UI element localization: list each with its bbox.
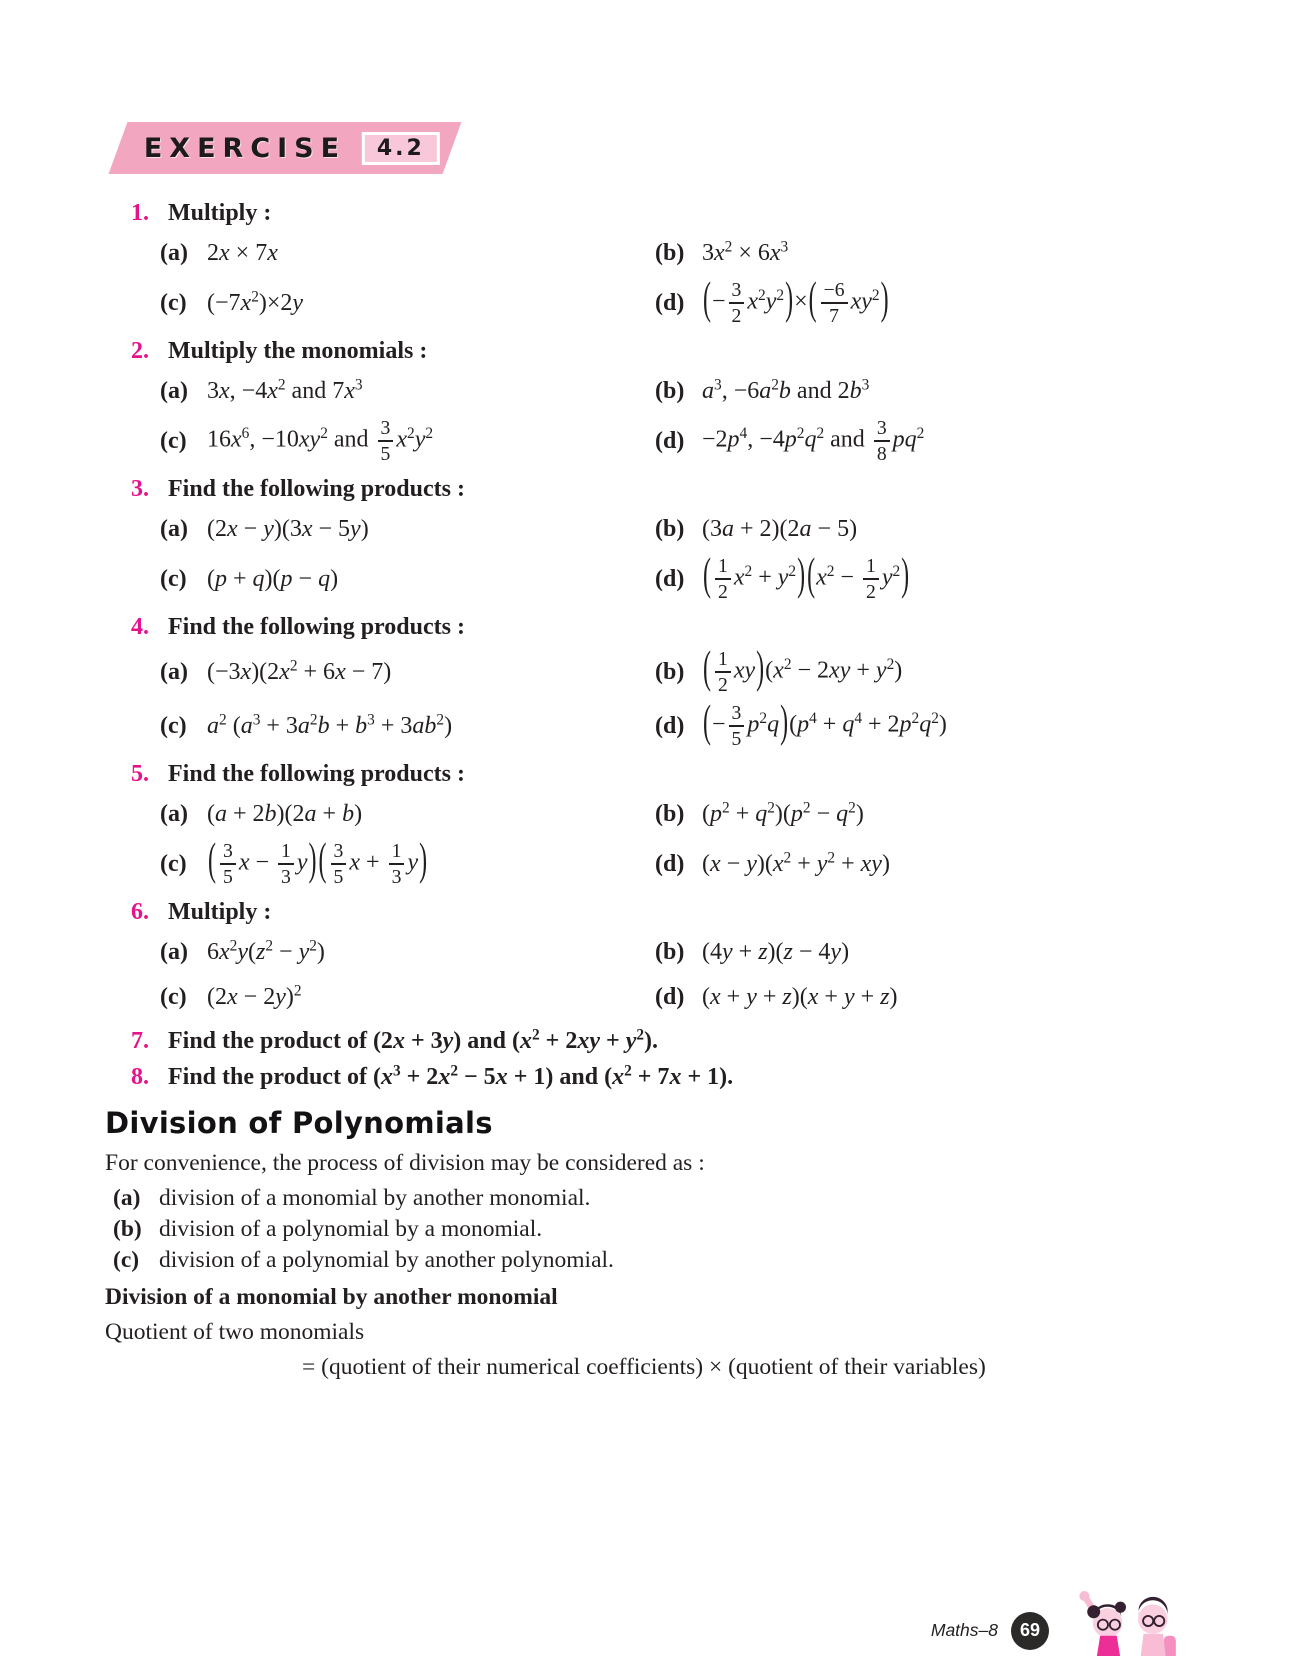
item-expression: (− $\frac{3}{2}$ $x^2y^2)\times$( $\frac{-6}{7}$ $xy^2$) xyxy=(703,274,889,328)
question xyxy=(105,614,1236,752)
item-expression: ( $\frac{1}{2}$ $x^2 + y^2)(x^2$ − $\frac{1}{2}$ $y^2$) xyxy=(703,550,910,604)
question-head xyxy=(131,1064,1236,1091)
question-title: Find the following products : xyxy=(168,614,465,641)
question-head xyxy=(131,761,1236,788)
section-intro-text: For convenience, the process of division may be considered as : xyxy=(105,1150,705,1177)
question-item xyxy=(160,370,655,413)
point-text: division of a monomial by another monomial. xyxy=(159,1185,591,1212)
item-letter: (b) xyxy=(655,939,685,966)
item-expression: $16x^6$, $-10xy^2$ and $\frac{3}{5}$ $x^2y^2$ xyxy=(207,417,434,466)
point-letter: (a) xyxy=(113,1185,141,1212)
quotient-line: Quotient of two monomials xyxy=(105,1319,365,1346)
question-item xyxy=(655,370,1236,413)
question xyxy=(105,761,1236,890)
question-items xyxy=(160,793,1236,890)
question-title: Multiply the monomials : xyxy=(168,338,428,365)
item-letter: (c) xyxy=(160,427,187,454)
item-expression: $(-7x^2)\times 2y$ xyxy=(207,288,304,316)
question-number: 8. xyxy=(131,1064,149,1091)
item-letter: (c) xyxy=(160,565,187,592)
question-item xyxy=(160,793,655,836)
item-expression: $-2p^4$, $-4p^2q^2$ and $\frac{3}{8}$ $pq^2$ xyxy=(702,417,925,466)
item-expression: (x + y + z)(x + y + z) xyxy=(702,984,898,1011)
item-letter: (c) xyxy=(160,289,187,316)
item-expression: (2x − y)(3x − 5y) xyxy=(207,516,369,543)
question-item xyxy=(160,976,655,1019)
item-letter: (d) xyxy=(655,850,685,877)
division-section xyxy=(0,1100,1296,1381)
item-letter: (b) xyxy=(655,801,685,828)
question-item xyxy=(160,931,655,974)
question-head xyxy=(131,338,1236,365)
item-expression: ( $\frac{3}{5}$ x − $\frac{1}{3}$ y)( $\frac{3}{5}$ x + $\frac{1}{3}$ y) xyxy=(208,835,428,889)
question-title: Find the product of (2x + 3y) and $(x^2 + 2xy + y^2)$. xyxy=(168,1026,659,1055)
item-letter: (a) xyxy=(160,516,188,543)
item-expression: $a^2$ $(a^3 + 3a^2b + b^3 + 3ab^2)$ xyxy=(207,711,453,739)
item-letter: (b) xyxy=(655,378,685,405)
question xyxy=(105,200,1236,329)
item-letter: (a) xyxy=(160,658,188,685)
question-head xyxy=(131,200,1236,227)
exercise-number-badge: 4.2 xyxy=(362,132,440,165)
page-number-badge: 69 xyxy=(1011,1612,1049,1650)
division-point xyxy=(113,1216,1236,1243)
question-number: 6. xyxy=(131,899,149,926)
question xyxy=(105,1064,1236,1091)
question-title: Find the following products : xyxy=(168,761,465,788)
item-letter: (d) xyxy=(655,289,685,316)
page-footer xyxy=(931,1579,1186,1656)
section-heading: Division of Polynomials xyxy=(105,1106,493,1141)
item-expression: 3x, $-4x^2$ and $7x^3$ xyxy=(207,376,363,405)
item-letter: (d) xyxy=(655,427,685,454)
textbook-page xyxy=(0,122,1296,1640)
question-item xyxy=(655,793,1236,836)
question-item xyxy=(160,508,655,551)
exercise-banner xyxy=(109,122,462,174)
question-number: 1. xyxy=(131,200,149,226)
question-item xyxy=(655,976,1236,1019)
question-head xyxy=(131,614,1236,641)
item-letter: (a) xyxy=(160,801,188,828)
item-expression: $(2x - 2y)^2$ xyxy=(207,982,302,1011)
question-title: Find the following products : xyxy=(168,476,465,503)
item-expression: $3x^2 \times 6x^3$ xyxy=(702,238,789,267)
item-letter: (a) xyxy=(160,378,188,405)
item-letter: (c) xyxy=(160,984,187,1011)
question-item xyxy=(655,843,1236,886)
question-number: 2. xyxy=(131,338,149,365)
item-expression: $(-3x)(2x^2 + 6x - 7)$ xyxy=(207,657,392,685)
question-items xyxy=(160,508,1236,605)
question-item xyxy=(655,550,1236,605)
item-expression: (a + 2b)(2a + b) xyxy=(207,801,363,828)
question-item xyxy=(655,508,1236,551)
question-head xyxy=(131,1028,1236,1055)
question-item xyxy=(655,931,1236,974)
question-item xyxy=(655,643,1236,698)
subsection-heading: Division of a monomial by another monomial xyxy=(105,1284,558,1311)
question-item xyxy=(160,835,655,890)
point-text: division of a polynomial by another polynomial. xyxy=(159,1247,614,1274)
question xyxy=(105,476,1236,605)
question-title: Multiply : xyxy=(168,899,272,926)
question-items xyxy=(160,232,1236,329)
point-letter: (b) xyxy=(113,1216,142,1243)
question-items xyxy=(160,370,1236,467)
item-letter: (c) xyxy=(160,850,187,877)
division-points-list xyxy=(113,1185,1236,1274)
item-expression: (4y + z)(z − 4y) xyxy=(702,939,850,966)
question-title: Find the product of $(x^3 + 2x^2 - 5x + 1)$ and $(x^2 + 7x + 1)$. xyxy=(168,1062,734,1091)
question-item xyxy=(655,697,1236,752)
question-items xyxy=(160,643,1236,752)
division-point xyxy=(113,1247,1236,1274)
question-number: 3. xyxy=(131,476,149,503)
item-letter: (b) xyxy=(655,658,685,685)
item-expression: $a^3$, $-6a^2b$ and $2b^3$ xyxy=(702,376,870,405)
questions-list xyxy=(0,200,1296,1091)
question-item xyxy=(655,274,1236,329)
quotient-formula: = (quotient of their numerical coefficients) × (quotient of their variables) xyxy=(302,1354,986,1381)
question-item xyxy=(160,282,655,325)
question-items xyxy=(160,931,1236,1019)
point-text: division of a polynomial by a monomial. xyxy=(159,1216,543,1243)
item-letter: (c) xyxy=(160,712,187,739)
two-children-walking-icon xyxy=(1066,1579,1186,1656)
question-item xyxy=(160,651,655,694)
question-item xyxy=(655,232,1236,275)
question-number: 4. xyxy=(131,614,149,641)
book-title-label: Maths–8 xyxy=(930,1620,998,1640)
question-head xyxy=(131,476,1236,503)
question-item xyxy=(160,558,655,601)
point-letter: (c) xyxy=(113,1247,140,1274)
question xyxy=(105,338,1236,467)
children-illustration xyxy=(1066,1579,1186,1656)
question-title: Multiply : xyxy=(168,200,272,226)
question xyxy=(105,899,1236,1019)
item-letter: (a) xyxy=(160,939,188,966)
question-item xyxy=(160,415,655,467)
question-item xyxy=(655,415,1236,467)
item-expression: $6x^2y(z^2 - y^2)$ xyxy=(207,937,325,966)
item-letter: (b) xyxy=(655,240,685,267)
question-item xyxy=(160,232,655,275)
item-expression: $(x - y)(x^2 + y^2 + xy)$ xyxy=(702,849,890,877)
question-number: 5. xyxy=(131,761,149,788)
item-expression: $(p^2 + q^2)(p^2 - q^2)$ xyxy=(702,799,864,828)
item-expression: 2x × 7x xyxy=(207,240,278,267)
item-expression: (3a + 2)(2a − 5) xyxy=(702,516,858,543)
item-expression: ( $\frac{1}{2}$ $xy)(x^2 - 2xy + y^2)$ xyxy=(703,643,903,697)
exercise-banner-title: EXERCISE xyxy=(144,132,347,164)
question xyxy=(105,1028,1236,1055)
item-letter: (d) xyxy=(655,984,685,1011)
question-head xyxy=(131,899,1236,926)
item-letter: (d) xyxy=(655,712,685,739)
item-letter: (d) xyxy=(655,565,685,592)
item-letter: (b) xyxy=(655,516,685,543)
division-point xyxy=(113,1185,1236,1212)
question-number: 7. xyxy=(131,1028,149,1055)
question-item xyxy=(160,705,655,748)
item-letter: (a) xyxy=(160,240,188,267)
item-expression: (p + q)(p − q) xyxy=(207,565,339,592)
item-expression: (− $\frac{3}{5}$ $p^2q)(p^4 + q^4 + 2p^2q^2)$ xyxy=(703,697,947,751)
